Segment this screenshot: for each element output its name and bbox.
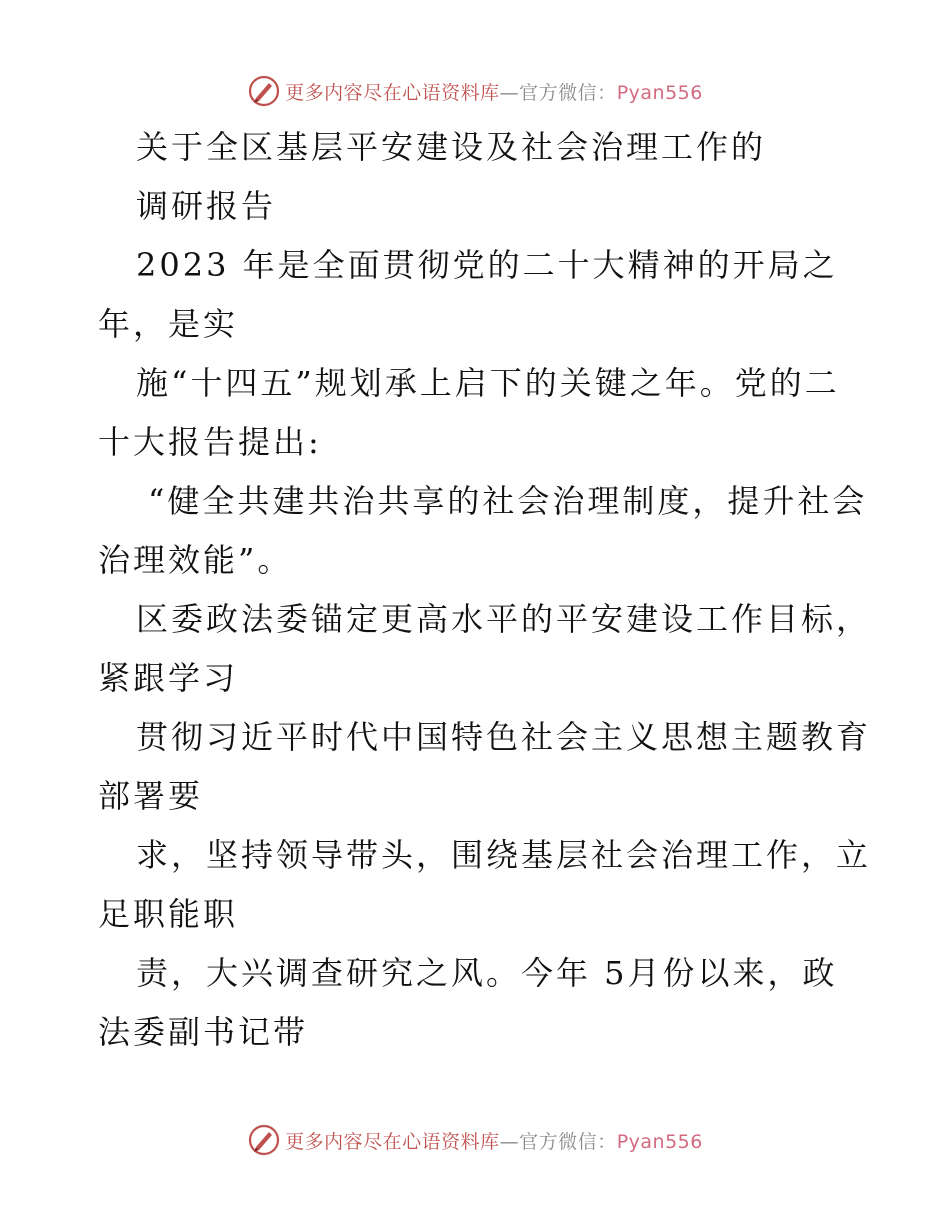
- footer-watermark: [0, 1120, 950, 1160]
- paragraph-line: “健全共建共治共享的社会治理制度，提升社会: [148, 482, 868, 520]
- paragraph-line: 年，是实: [98, 305, 239, 343]
- paragraph-line: 责，大兴调查研究之风。今年 5月份以来，政: [136, 954, 838, 992]
- pen-logo-icon: [247, 1123, 281, 1157]
- header-watermark: [0, 71, 950, 111]
- paragraph-line: 贯彻习近平时代中国特色社会主义思想主题教育: [136, 718, 872, 756]
- paragraph-line: 十大报告提出:: [98, 423, 322, 461]
- pen-logo-icon: [247, 74, 281, 108]
- watermark-wechat-id: Pyan556: [616, 1130, 703, 1153]
- paragraph-line: 紧跟学习: [98, 659, 239, 697]
- watermark-dash: —: [499, 1130, 520, 1153]
- paragraph-line: 求，坚持领导带头，围绕基层社会治理工作，立: [136, 836, 872, 874]
- document-body: [98, 118, 872, 1062]
- paragraph-line: 施“十四五”规划承上启下的关键之年。党的二: [136, 364, 840, 402]
- watermark-site-text: 更多内容尽在心语资料库: [285, 81, 500, 104]
- paragraph-line: 法委副书记带: [98, 1013, 309, 1051]
- paragraph-line: 治理效能”。: [98, 541, 293, 579]
- paragraph-line: 2023 年是全面贯彻党的二十大精神的开局之: [136, 246, 838, 284]
- watermark-site-text: 更多内容尽在心语资料库: [285, 1130, 500, 1153]
- watermark-wechat-label: 官方微信：: [519, 1130, 617, 1153]
- watermark-wechat-label: 官方微信：: [519, 81, 617, 104]
- paragraph-line: 区委政法委锚定更高水平的平安建设工作目标，: [136, 600, 872, 638]
- document-title-line-1: 关于全区基层平安建设及社会治理工作的: [136, 128, 767, 166]
- document-title-line-2: 调研报告: [136, 187, 277, 225]
- paragraph-line: 部署要: [98, 777, 204, 815]
- watermark-dash: —: [499, 81, 520, 104]
- watermark-wechat-id: Pyan556: [616, 81, 703, 104]
- paragraph-line: 足职能职: [98, 895, 239, 933]
